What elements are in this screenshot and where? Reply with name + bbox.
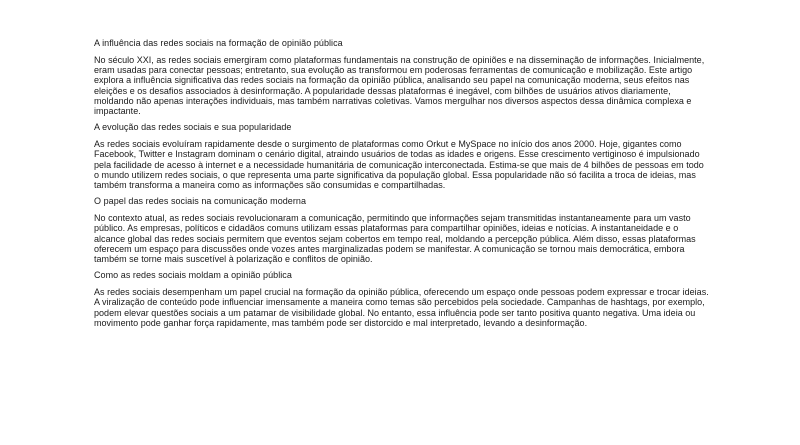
section-heading-public-opinion: Como as redes sociais moldam a opinião pública [94,270,292,281]
section-heading-evolution: A evolução das redes sociais e sua popularidade [94,122,292,133]
section-paragraph-public-opinion: As redes sociais desempenham um papel crucial na formação da opinião pública, oferecendo um espaço onde pessoas podem expressar e trocar ideias. A viralização de conteúdo pode influenciar imensamente a maneira como temas são percebidos pela sociedade. Campanhas de hashtags, por exemplo, podem elevar questões sociais a um patamar de visibilidade global. No entanto, essa influência pode ser tanto positiva quanto negativa. Uma ideia ou movimento pode ganhar força rapidamente, mas também pode ser distorcido e mal interpretado, levando a desinformação. [94,287,709,328]
intro-paragraph: No século XXI, as redes sociais emergiram como plataformas fundamentais na construção de opiniões e na disseminação de informações. Inicialmente, eram usadas para conectar pessoas; entretanto, sua evolução as transformou em poderosas ferramentas de comunicação e mobilização. Este artigo explora a influência significativa das redes sociais na formação da opinião pública, analisando seu papel na comunicação moderna, seus efeitos nas eleições e os desafios associados à desinformação. A popularidade dessas plataformas é inegável, com bilhões de usuários ativos diariamente, moldando não apenas interações individuais, mas também narrativas coletivas. Vamos mergulhar nos diversos aspectos dessa dinâmica complexa e impactante. [94,55,705,117]
document-title: A influência das redes sociais na formação de opinião pública [94,38,343,48]
section-paragraph-communication: No contexto atual, as redes sociais revolucionaram a comunicação, permitindo que informações sejam transmitidas instantaneamente para um vasto público. As empresas, políticos e cidadãos comuns utilizam essas plataformas para compartilhar opiniões, ideias e notícias. A instantaneidade e o alcance global das redes sociais permitem que eventos sejam cobertos em tempo real, moldando a percepção pública. Além disso, essas plataformas oferecem um espaço para discussões onde vozes antes marginalizadas podem se manifestar. A comunicação se tornou mais democrática, embora também se torne mais suscetível à polarização e conflitos de opinião. [94,213,696,265]
section-paragraph-evolution: As redes sociais evoluíram rapidamente desde o surgimento de plataformas como Orkut e MySpace no início dos anos 2000. Hoje, gigantes como Facebook, Twitter e Instagram dominam o cenário digital, atraindo usuários de todas as idades e origens. Esse crescimento vertiginoso é impulsionado pela facilidade de acesso à internet e a necessidade humanitária de comunicação interconectada. Estima-se que mais de 4 bilhões de pessoas em todo o mundo utilizem redes sociais, o que representa uma parte significativa da população global. Essa popularidade não só facilita a troca de ideias, mas também transforma a maneira como as informações são consumidas e compartilhadas. [94,139,704,191]
section-heading-communication: O papel das redes sociais na comunicação moderna [94,196,307,207]
